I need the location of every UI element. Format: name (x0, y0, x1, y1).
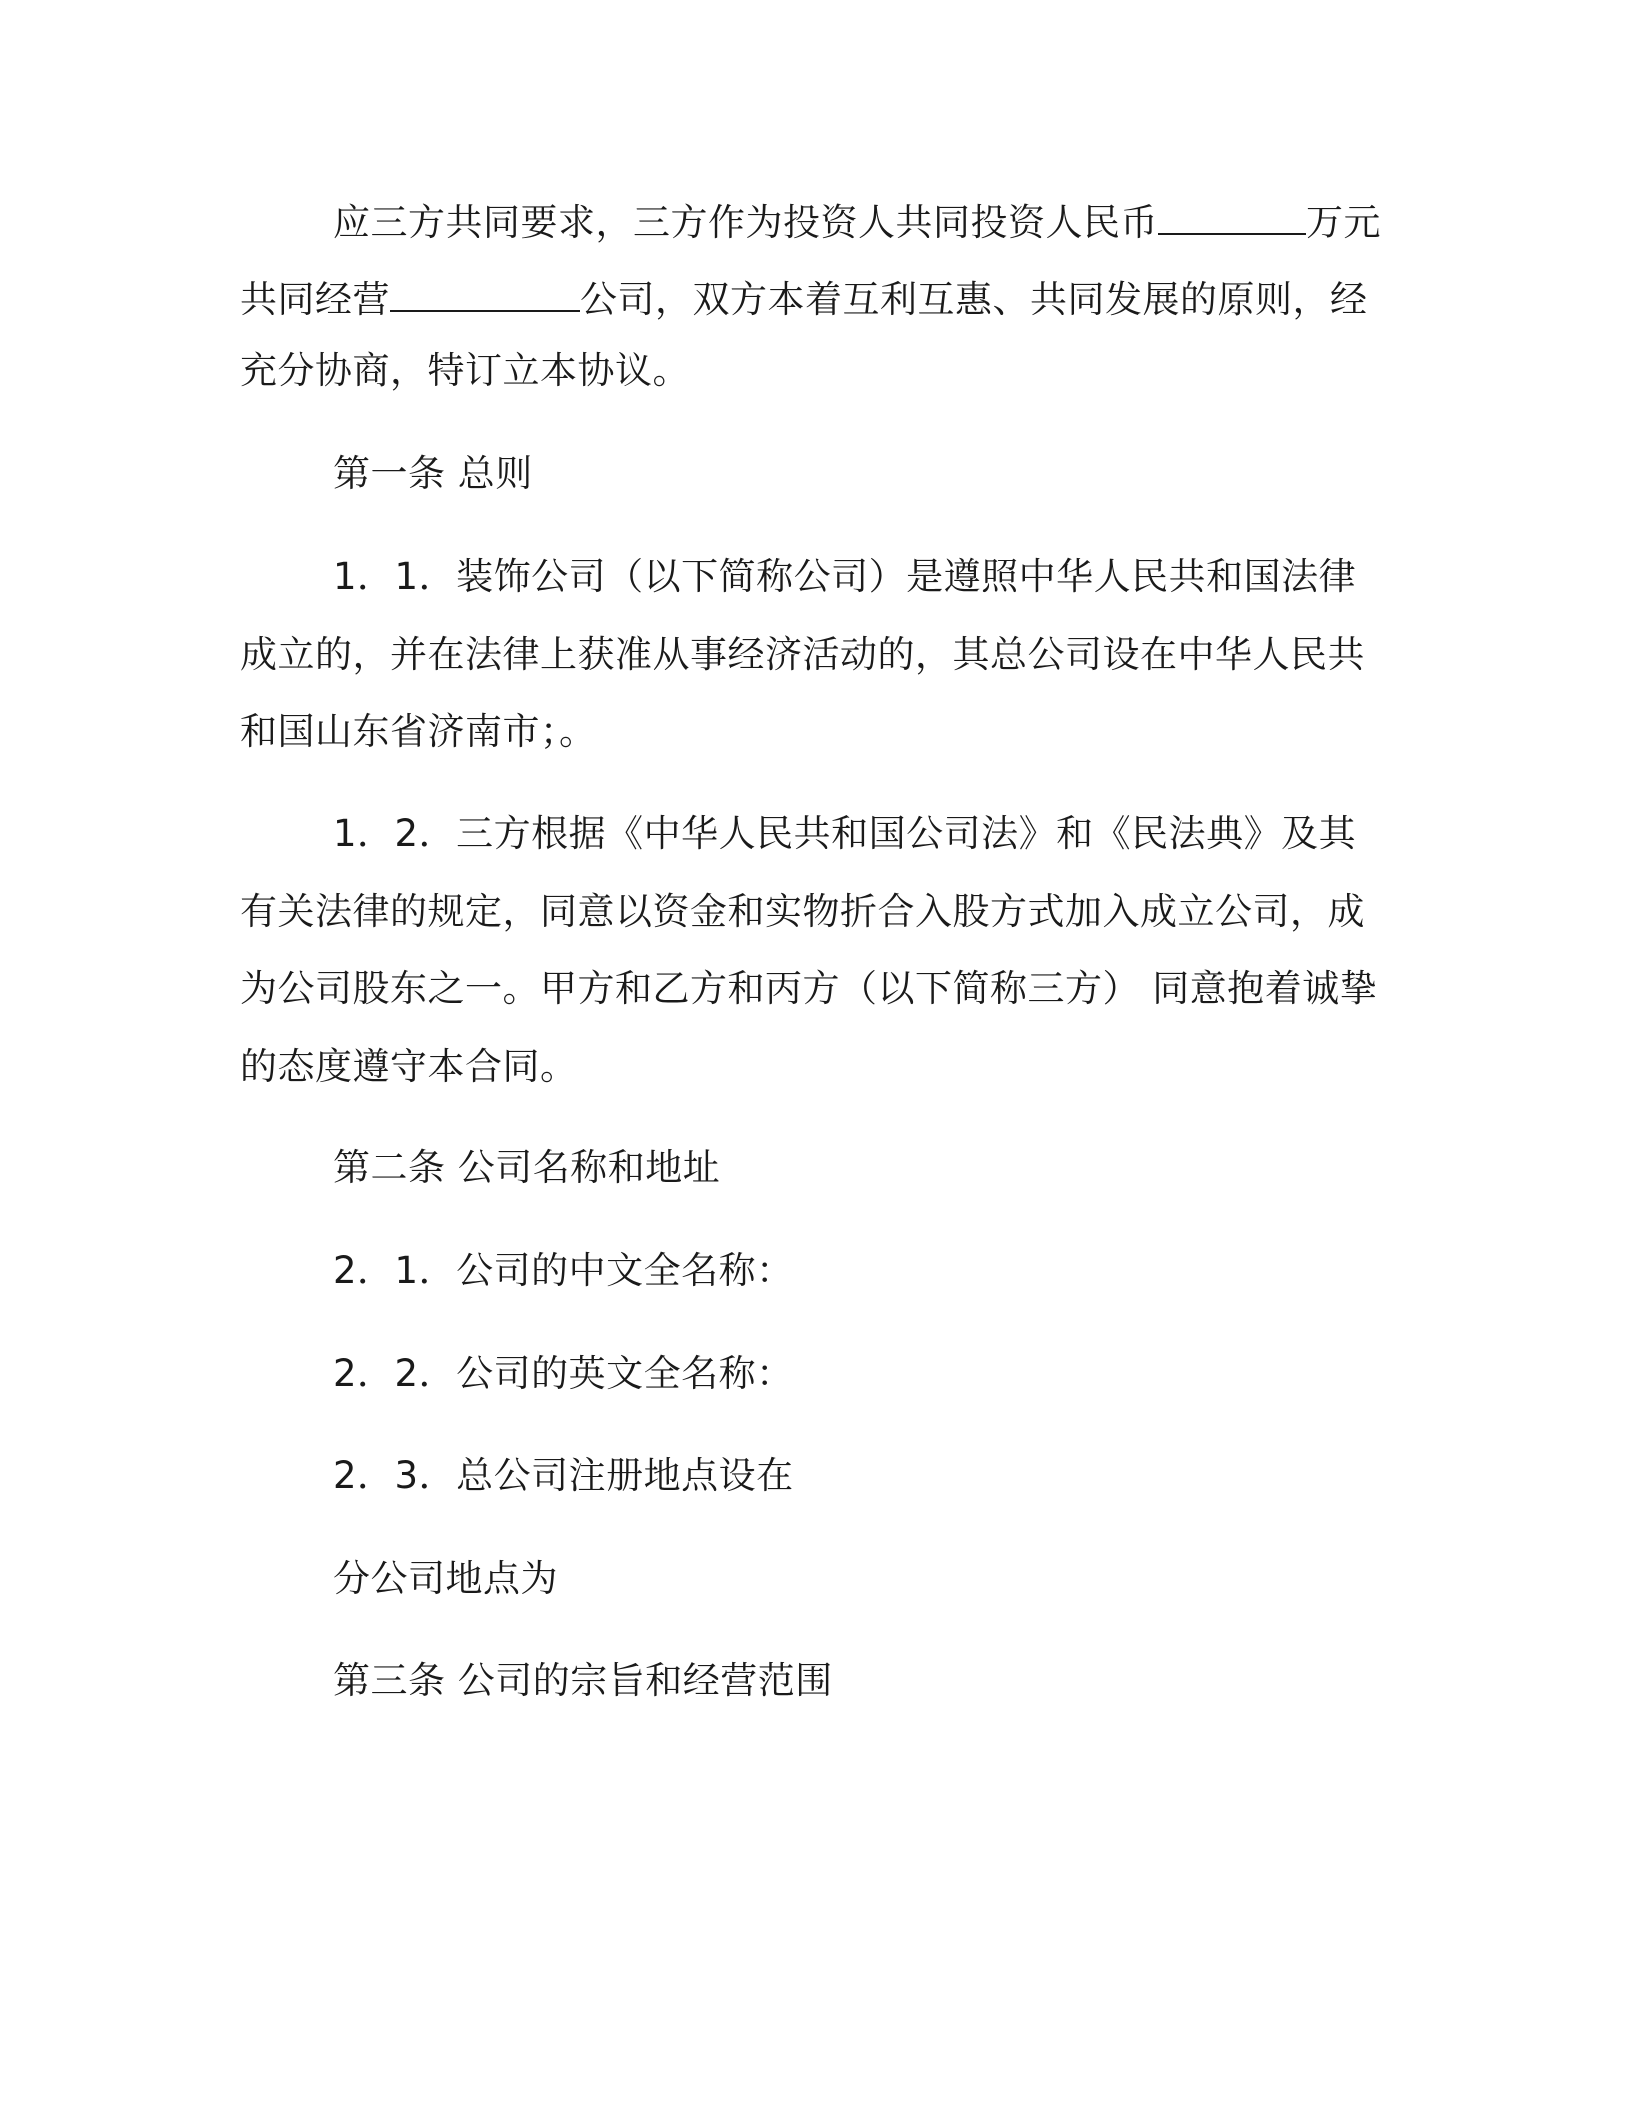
item-2-2 (333, 1352, 794, 1395)
company-name-blank (390, 275, 580, 312)
clause-1-2-text-1: 1．2．三方根据《中华人民共和国公司法》和《民法典》及其 (333, 812, 1357, 855)
item-2-1-text: 2．1．公司的中文全名称： (333, 1249, 794, 1292)
intro-line-1-text-b: 万元 (1306, 201, 1381, 245)
item-2-3 (333, 1454, 794, 1497)
investment-amount-blank (1158, 198, 1306, 235)
clause-1-2-line-4 (240, 1045, 578, 1088)
branch-location (333, 1557, 558, 1600)
article-3-heading-text: 第三条 公司的宗旨和经营范围 (333, 1659, 833, 1702)
clause-1-2-line-1 (333, 812, 1357, 855)
clause-1-1-line-2 (240, 633, 1365, 676)
intro-line-3-text: 充分协商，特订立本协议。 (240, 349, 690, 392)
intro-line-1 (333, 198, 1381, 245)
clause-1-2-line-3 (240, 967, 1378, 1010)
clause-1-1-line-3 (240, 710, 597, 753)
article-2-heading-text: 第二条 公司名称和地址 (333, 1146, 721, 1189)
article-2-heading (333, 1146, 721, 1189)
clause-1-2-text-3: 为公司股东之一。甲方和乙方和丙方（以下简称三方） 同意抱着诚挚 (240, 967, 1378, 1010)
intro-line-3 (240, 349, 690, 392)
clause-1-2-text-4: 的态度遵守本合同。 (240, 1045, 578, 1088)
clause-1-1-text-2: 成立的，并在法律上获准从事经济活动的，其总公司设在中华人民共 (240, 633, 1365, 676)
item-2-2-text: 2．2．公司的英文全名称： (333, 1352, 794, 1395)
clause-1-2-text-2: 有关法律的规定，同意以资金和实物折合入股方式加入成立公司，成 (240, 890, 1365, 933)
intro-line-1-text-a: 应三方共同要求，三方作为投资人共同投资人民币 (333, 201, 1158, 245)
clause-1-1-text-1: 1．1．装饰公司（以下简称公司）是遵照中华人民共和国法律 (333, 555, 1357, 598)
clause-1-1-line-1 (333, 555, 1357, 598)
article-1-heading (333, 452, 533, 495)
item-2-3-text: 2．3．总公司注册地点设在 (333, 1454, 794, 1497)
document-body (240, 0, 1381, 2112)
intro-line-2-text-b: 公司，双方本着互利互惠、共同发展的原则，经 (580, 278, 1368, 322)
clause-1-1-text-3: 和国山东省济南市；。 (240, 710, 597, 753)
article-1-heading-text: 第一条 总则 (333, 452, 533, 495)
clause-1-2-line-2 (240, 890, 1365, 933)
intro-line-2-text-a: 共同经营 (240, 278, 390, 322)
article-3-heading (333, 1659, 833, 1702)
branch-location-text: 分公司地点为 (333, 1557, 558, 1600)
item-2-1 (333, 1249, 794, 1292)
intro-line-2 (240, 275, 1368, 322)
